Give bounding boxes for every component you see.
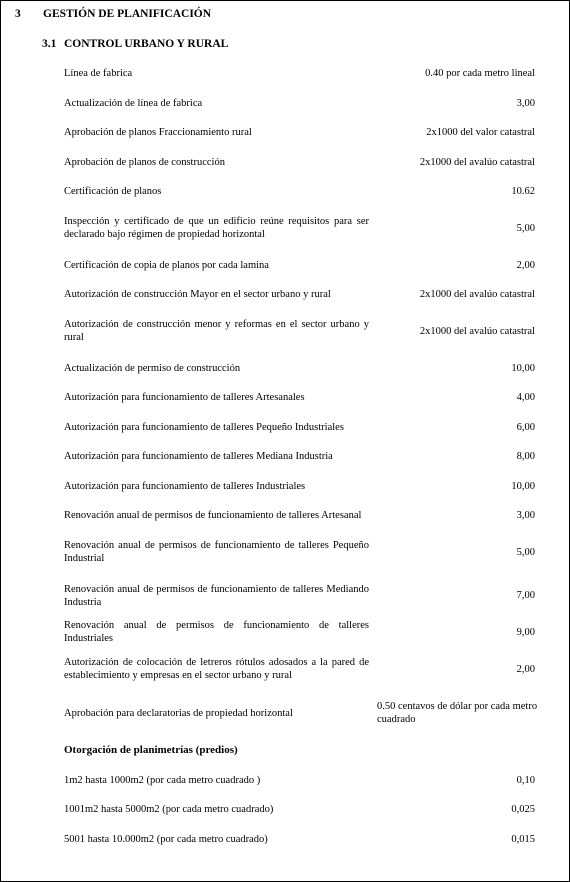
fee-value: 5,00 bbox=[516, 222, 535, 234]
fee-row bbox=[1, 309, 569, 353]
section-title: GESTIÓN DE PLANIFICACIÓN bbox=[43, 8, 212, 20]
fee-value: 4,00 bbox=[516, 392, 535, 403]
fee-row bbox=[1, 501, 569, 530]
fee-row bbox=[1, 412, 569, 442]
fee-value: 2x1000 del avalúo catastral bbox=[419, 325, 535, 337]
fee-label: Autorización de colocación de letreros rótulos adosados a la pared de establecimiento y empresas en el sector urbano y rural bbox=[64, 657, 369, 681]
planimetrias-heading-row bbox=[1, 735, 569, 765]
fee-row bbox=[1, 442, 569, 471]
planimetria-label: 1m2 hasta 1000m2 (por cada metro cuadrado ) bbox=[64, 774, 261, 786]
fee-label: Renovación anual de permisos de funcionamiento de talleres Pequeño Industrial bbox=[64, 540, 369, 564]
fee-value: 0.50 centavos de dólar por cada metro cuadrado bbox=[377, 701, 538, 725]
fee-label: Aprobación de planos Fraccionamiento rural bbox=[64, 127, 252, 138]
fee-value: 10,00 bbox=[511, 362, 535, 374]
fee-label: Aprobación para declaratorias de propiedad horizontal bbox=[64, 707, 293, 719]
fee-value: 8,00 bbox=[516, 451, 535, 462]
fee-table bbox=[1, 58, 569, 854]
fee-value: 9,00 bbox=[516, 626, 535, 638]
fee-value: 3,00 bbox=[516, 97, 535, 109]
fee-label: Autorización de construcción Mayor en el sector urbano y rural bbox=[64, 289, 331, 300]
fee-value: 2x1000 del avalúo catastral bbox=[419, 289, 535, 300]
fee-row bbox=[1, 88, 569, 118]
fee-label: Línea de fabrica bbox=[64, 67, 133, 79]
planimetria-row bbox=[1, 824, 569, 854]
subsection-title: CONTROL URBANO Y RURAL bbox=[64, 38, 229, 50]
fee-label: Certificación de copia de planos por cada lamina bbox=[64, 259, 269, 271]
fee-row bbox=[1, 250, 569, 280]
fee-value: 10.62 bbox=[511, 186, 535, 197]
fee-row bbox=[1, 58, 569, 88]
fee-label: Autorización para funcionamiento de talleres Mediana Industria bbox=[64, 451, 333, 462]
fee-row bbox=[1, 574, 569, 617]
fee-label: Autorización para funcionamiento de talleres Artesanales bbox=[64, 392, 305, 403]
fee-value: 3,00 bbox=[516, 510, 535, 521]
planimetria-value: 0,10 bbox=[516, 774, 535, 786]
fee-row bbox=[1, 617, 569, 647]
fee-row bbox=[1, 147, 569, 177]
fee-label: Certificación de planos bbox=[64, 186, 162, 197]
fee-value: 10,00 bbox=[511, 480, 535, 492]
fee-label: Autorización para funcionamiento de talleres Industriales bbox=[64, 480, 306, 492]
fee-value: 2x1000 del avalúo catastral bbox=[419, 156, 535, 168]
fee-value: 6,00 bbox=[516, 421, 535, 433]
planimetria-row bbox=[1, 765, 569, 795]
fee-label: Renovación anual de permisos de funcionamiento de talleres Mediando Industria bbox=[64, 583, 369, 608]
fee-row bbox=[1, 530, 569, 574]
fee-value: 5,00 bbox=[516, 546, 535, 558]
fee-label: Autorización de construcción menor y reformas en el sector urbano y rural bbox=[64, 319, 369, 343]
fee-label: Actualización de permiso de construcción bbox=[64, 362, 241, 374]
planimetria-value: 0,025 bbox=[511, 804, 535, 815]
planimetria-value: 0,015 bbox=[511, 833, 535, 845]
planimetrias-heading: Otorgación de planimetrías (predios) bbox=[64, 743, 238, 756]
fee-row bbox=[1, 691, 569, 735]
fee-value: 0.40 por cada metro lineal bbox=[425, 67, 535, 79]
fee-label: Inspección y certificado de que un edificio reúne requisitos para ser declarado bajo régimen de propiedad horizontal bbox=[64, 216, 369, 240]
fee-row bbox=[1, 206, 569, 250]
fee-row bbox=[1, 280, 569, 309]
fee-row bbox=[1, 353, 569, 383]
fee-label: Aprobación de planos de construcción bbox=[64, 156, 225, 168]
fee-label: Actualización de línea de fabrica bbox=[64, 97, 203, 109]
fee-row bbox=[1, 471, 569, 501]
fee-row bbox=[1, 647, 569, 691]
fee-value: 2,00 bbox=[516, 663, 535, 675]
fee-row bbox=[1, 177, 569, 206]
fee-value: 2x1000 del valor catastral bbox=[426, 127, 535, 138]
fee-label: Renovación anual de permisos de funcionamiento de talleres Artesanal bbox=[64, 510, 362, 521]
fee-label: Autorización para funcionamiento de talleres Pequeño Industriales bbox=[64, 421, 344, 433]
fee-row bbox=[1, 118, 569, 147]
fee-value: 7,00 bbox=[516, 590, 535, 601]
subsection-number: 3.1 bbox=[42, 38, 57, 50]
section-number: 3 bbox=[15, 8, 21, 20]
planimetria-label: 5001 hasta 10.000m2 (por cada metro cuadrado) bbox=[64, 833, 268, 845]
fee-label: Renovación anual de permisos de funcionamiento de talleres Industriales bbox=[64, 620, 369, 644]
planimetria-row bbox=[1, 795, 569, 824]
fee-row bbox=[1, 383, 569, 412]
planimetria-label: 1001m2 hasta 5000m2 (por cada metro cuadrado) bbox=[64, 804, 274, 815]
fee-value: 2,00 bbox=[516, 259, 535, 271]
